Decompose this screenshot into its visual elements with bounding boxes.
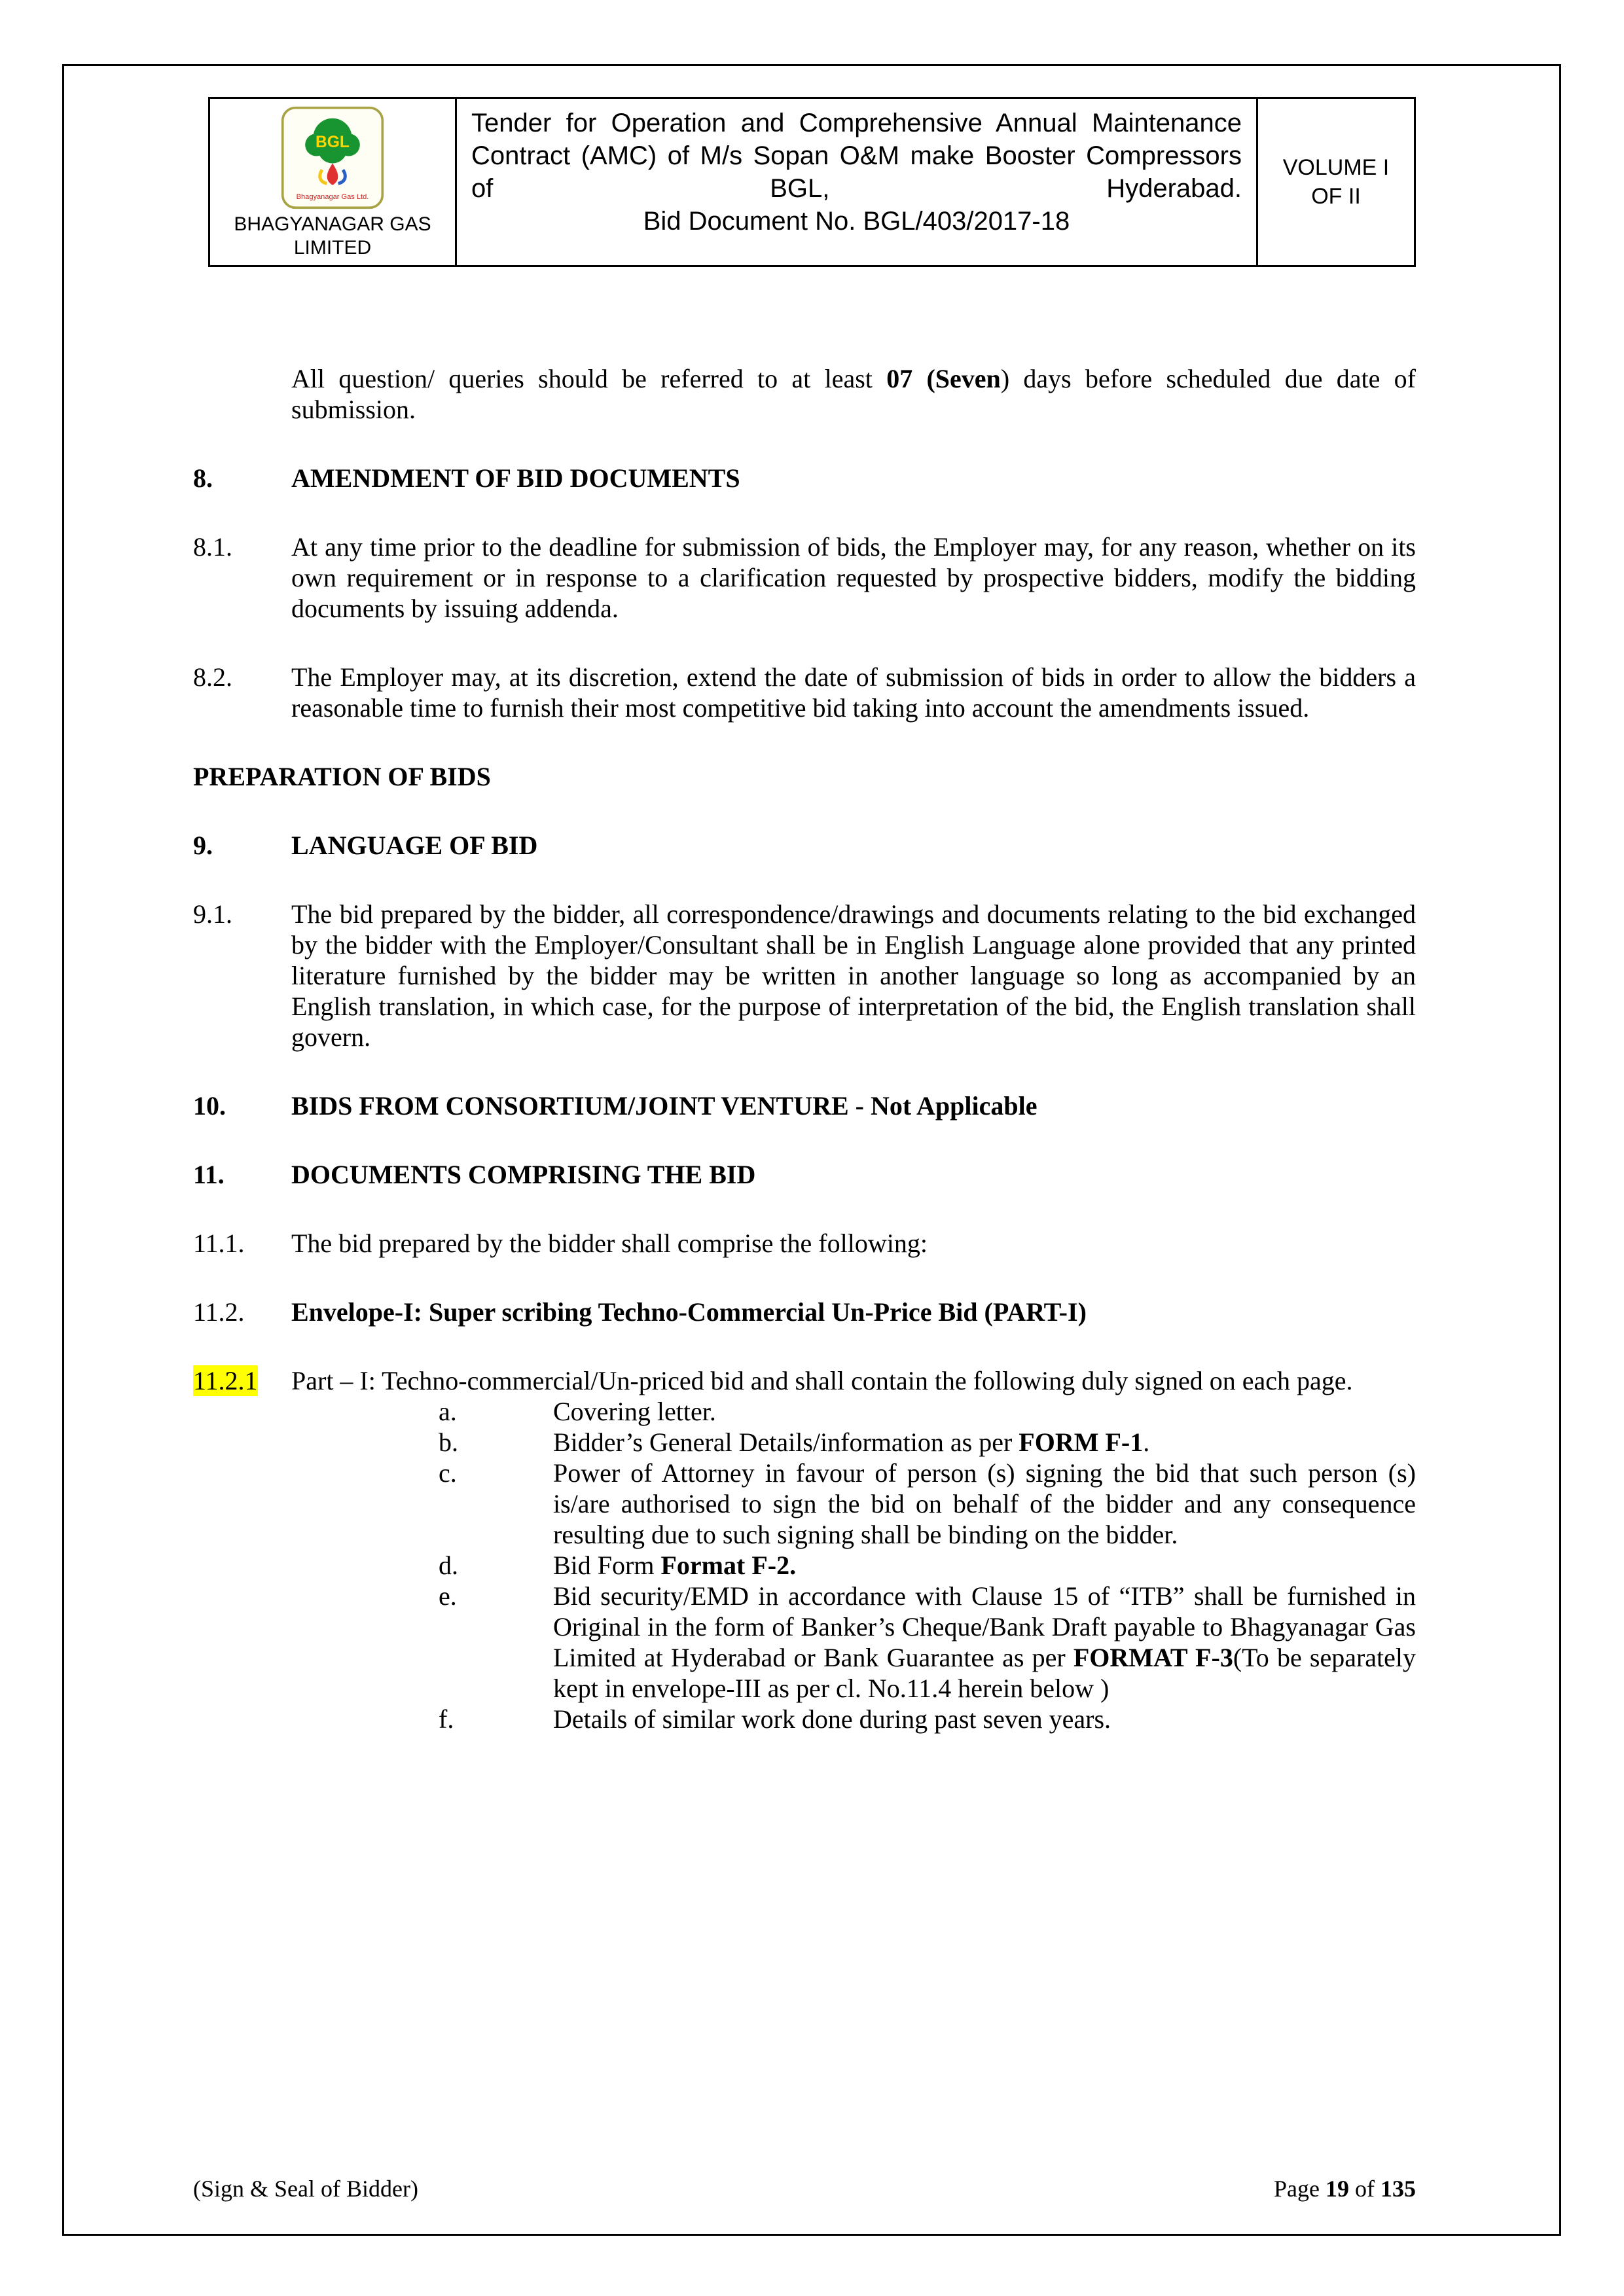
list-item-text: Bidder’s General Details/information as per FORM F-1. [553, 1427, 1150, 1457]
volume-cell [1258, 99, 1414, 265]
clause-11-2-heading [193, 1297, 1416, 1327]
list-item-d [193, 1550, 1416, 1581]
clause-text: Part – I: Techno-commercial/Un-priced bid and shall contain the following duly signed on each page. [291, 1366, 1353, 1395]
bgl-logo [280, 105, 385, 210]
org-name-line1: BHAGYANAGAR GAS [234, 213, 431, 235]
page-number: Page 19 of 135 [1274, 2176, 1416, 2202]
clause-number: 11.1. [193, 1229, 245, 1258]
list-item-letter: b. [439, 1427, 458, 1457]
clause-text: The bid prepared by the bidder shall comprise the following: [291, 1229, 928, 1258]
clause-8-1 [193, 531, 1416, 624]
volume-line2: OF II [1311, 184, 1361, 209]
section-10-heading [193, 1090, 1416, 1121]
volume-line1: VOLUME I [1282, 155, 1390, 180]
clause-text: At any time prior to the deadline for submission of bids, the Employer may, for any reason, whether on its own requirement or in response to a clarification requested by prospective bidders, modify the bidding documents by issuing addenda. [291, 532, 1416, 623]
list-item-letter: d. [439, 1551, 458, 1580]
clause-11-2-1 [193, 1365, 1416, 1396]
list-item-letter: c. [439, 1458, 457, 1488]
preparation-of-bids-heading: PREPARATION OF BIDS [193, 762, 491, 791]
list-item-f [193, 1704, 1416, 1734]
bid-documents-list [193, 1396, 1416, 1734]
section-number: 10. [193, 1091, 226, 1121]
clause-9-1 [193, 899, 1416, 1052]
list-item-letter: a. [439, 1397, 457, 1426]
clause-number: 8.1. [193, 532, 232, 562]
document-body [193, 363, 1416, 1772]
intro-text-post: ) days before scheduled due date of submission. [291, 364, 1416, 424]
clause-text: The bid prepared by the bidder, all correspondence/drawings and documents relating to the bid exchanged by the bidder with the Employer/Consultant shall be in English Language alone provided that any printed literature furnished by the bidder may be written in another language so long as accompanied by an English translation, in which case, for the purpose of interpretation of the bid, the English translation shall govern. [291, 899, 1416, 1052]
clause-text: The Employer may, at its discretion, extend the date of submission of bids in order to allow the bidders a reasonable time to furnish their most competitive bid taking into account the amendments issued. [291, 662, 1416, 723]
list-item-a [193, 1396, 1416, 1427]
clause-number: 9.1. [193, 899, 232, 929]
list-item-text: Details of similar work done during past seven years. [553, 1704, 1111, 1734]
logo-cell [210, 99, 457, 265]
list-item-letter: f. [439, 1704, 454, 1734]
org-name-line2: LIMITED [293, 237, 372, 259]
section-9-heading [193, 830, 1416, 861]
clause-number: 11.2. [193, 1297, 245, 1327]
logo-brand-text: Bhagyanagar Gas Ltd. [296, 192, 369, 201]
clause-title: Envelope-I: Super scribing Techno-Commercial Un-Price Bid (PART-I) [291, 1297, 1087, 1327]
sign-seal-label: (Sign & Seal of Bidder) [193, 2176, 418, 2202]
section-title: LANGUAGE OF BID [291, 831, 538, 860]
section-number: 8. [193, 463, 213, 493]
intro-text-pre: All question/ queries should be referred to at least [291, 364, 887, 393]
clause-number: 8.2. [193, 662, 232, 692]
section-title: BIDS FROM CONSORTIUM/JOINT VENTURE - Not Applicable [291, 1091, 1038, 1121]
title-cell [457, 99, 1258, 265]
section-number: 11. [193, 1160, 225, 1189]
list-item-text: Bid security/EMD in accordance with Clause 15 of “ITB” shall be furnished in Original in the form of Banker’s Cheque/Bank Draft payable to Bhagyanagar Gas Limited at Hyderabad or Bank Guarantee as per FORMAT F-3(To be separately kept in envelope-III as per cl. No.11.4 herein below ) [553, 1581, 1416, 1703]
header-table [208, 97, 1416, 267]
clause-8-2 [193, 662, 1416, 723]
tender-title: Tender for Operation and Comprehensive Annual Maintenance Contract (AMC) of M/s Sopan O&M make Booster Compressors of BGL, Hyderabad. [471, 109, 1242, 203]
list-item-b [193, 1427, 1416, 1458]
clause-11-1 [193, 1228, 1416, 1259]
list-item-c [193, 1458, 1416, 1550]
intro-text-bold: 07 (Seven [886, 364, 1001, 393]
section-title: AMENDMENT OF BID DOCUMENTS [291, 463, 740, 493]
list-item-text: Bid Form Format F-2. [553, 1551, 797, 1580]
section-11-heading [193, 1159, 1416, 1190]
intro-paragraph [291, 363, 1416, 425]
section-8-heading [193, 463, 1416, 493]
org-name [234, 213, 431, 260]
list-item-e [193, 1581, 1416, 1704]
clause-11-2-1-block [193, 1365, 1416, 1734]
list-item-text: Power of Attorney in favour of person (s) signing the bid that such person (s) is/are authorised to sign the bid on behalf of the bidder and any consequence resulting due to such signing shall be binding on the bidder. [553, 1458, 1416, 1549]
section-number: 9. [193, 831, 213, 860]
section-title: DOCUMENTS COMPRISING THE BID [291, 1160, 756, 1189]
list-item-letter: e. [439, 1581, 457, 1611]
clause-number-highlighted: 11.2.1 [193, 1366, 258, 1395]
list-item-text: Covering letter. [553, 1397, 716, 1426]
bid-doc-no: Bid Document No. BGL/403/2017-18 [643, 207, 1070, 236]
page-footer [193, 2174, 1416, 2203]
logo-abbr-text: BGL [316, 134, 350, 151]
